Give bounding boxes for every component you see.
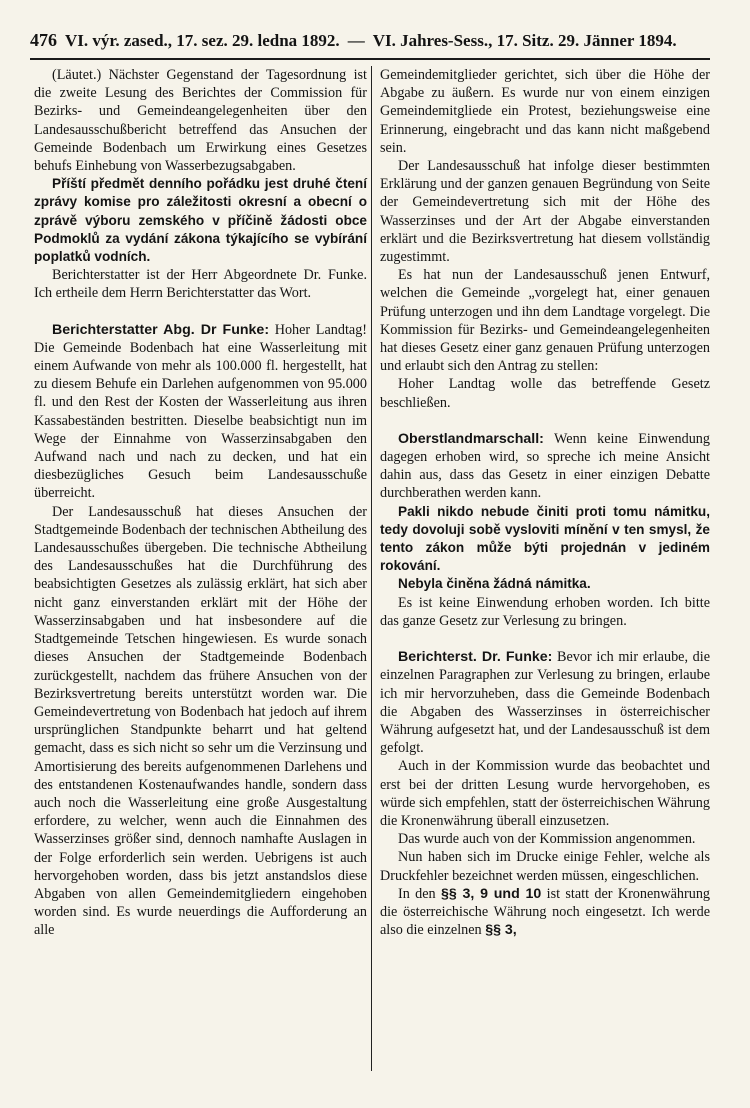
german-session-info: VI. Jahres-Sess., 17. Sitz. 29. Jänner 1894. [372,31,677,50]
paragraph: Berichterstatter ist der Herr Abgeordnete Dr. Funke. Ich ertheile dem Herrn Berichterstatter das Wort. [34,267,367,302]
paragraph: (Läutet.) Nächster Gegenstand der Tagesordnung ist die zweite Lesung des Berichtes der Commission für Bezirks- und Gemeindeangelegenheiten über den Landesausschußbericht betreffend das Ansuchen der Gemeinde Bodenbach um Erwirkung eines Gesetzes behufs Einhebung von Wasserbezugsabgaben. [34,67,367,175]
section-reference: §§ 3, [485,922,517,939]
paragraph: Das wurde auch von der Kommission angenommen. [398,831,696,848]
paragraph: Hoher Landtag wolle das betreffende Gesetz beschließen. [380,376,710,411]
speech-text: Hoher Landtag! Die Gemeinde Bodenbach hat eine Wasserleitung mit einem Aufwande von mehr als 100.000 fl. hergestellt, hat zu diesem Behufe ein Darlehen aufgenommen von 95.000 fl. und den Rest der Kosten der Wasserleitung aus ihren Kassabeständen bestritten. Dieselbe beabsichtigt nun im Wege der Einnahme von Wasserzinsabgaben den Aufwand nach und nach zu decken, und hat ein diesbezügliches Gesuch beim Landesausschuße überreicht. [34,321,368,502]
paragraph: Nun haben sich im Drucke einige Fehler, welche als Druckfehler bezeichnet werden müssen, eingeschlichen. [380,849,710,884]
paragraph: Gemeindemitglieder gerichtet, sich über die Höhe der Abgabe zu äußern. Es wurde nur von einem einzigen Gemeindemitgliede ein Protest, beziehungsweise eine Erinnerung, eingebracht und das kann nicht maßgebend sein. [380,67,710,156]
czech-paragraph: Pakli nikdo nebude činiti proti tomu námitku, tedy dovoluji sobě vysloviti mínění v ten smysl, že tento zákon může býti projednán v jediném rokování. [380,503,710,574]
paragraph: Der Landesausschuß hat infolge dieser bestimmten Erklärung und der ganzen genauen Begründung von Seite der Gemeindevertretung sich mit der Höhe des Wasserzinses und der Art der Abgabe einverstanden erklärt und die Bezirksvertretung hat diesem vollständig zugestimmt. [380,158,710,266]
speaker-name: Oberstlandmarschall: [398,430,544,447]
section-reference: §§ 3, 9 und 10 [441,885,542,902]
czech-session-info: VI. výr. zased., 17. sez. 29. ledna 1892. [65,31,340,50]
left-column [34,66,367,940]
speaker-name: Berichterstatter Abg. Dr Funke: [52,321,270,338]
paragraph [380,885,710,940]
header-separator: — [347,31,365,50]
page-header [30,30,710,60]
speech-text: Bevor ich mir erlaube, die einzelnen Paragraphen zur Verlesung zu bringen, erlaube ich mir hervorzuheben, dass die Gemeinde Bodenbach die Abgaben des Wasserzinses in österreichischer Währung aufgesetzt hat, und der Landesausschuß ist dem gefolgt. [380,649,710,757]
czech-paragraph: Nebyla činěna žádná námitka. [398,576,591,592]
speech-paragraph [34,321,367,503]
paragraph: Es ist keine Einwendung erhoben worden. Ich bitte das ganze Gesetz zur Verlesung zu bringen. [380,594,710,629]
czech-paragraph: Příští předmět denního pořádku jest druhé čtení zprávy komise pro záležitosti okresní a obecní o zprávě výboru zemského v příčině žádosti obce Podmoklů za vydání zákona týkajícího se vybírání poplatků vodních. [34,176,367,265]
spacer [380,630,710,648]
paragraph: Auch in der Kommission wurde das beobachtet und erst bei der dritten Lesung wurde hervorgehoben, es würde sich empfehlen, statt der österreichischen Währung die Kronenwährung überall einzusetzen. [380,758,710,829]
spacer [380,412,710,430]
speech-paragraph [380,430,710,503]
text-fragment: ist statt der Kronenwährung die österreichische Währung noch eingesetzt. Ich werde also die einzelnen [380,885,711,939]
spacer [34,303,367,321]
paragraph: Der Landesausschuß hat dieses Ansuchen der Stadtgemeinde Bodenbach der technischen Abtheilung des Landesausschußes übergeben. Die technische Abtheilung des Landesausschußes hat die Durchführung des beabsichtigten Gesetzes als zulässig erklärt, hat sich aber nicht ganz einverstanden erklärt mit der Höhe der Wasserzinsabgaben und hat insbesondere auf die Stadtgemeinde Tetschen hingewiesen. Es wurde sonach dieses Ansuchen der Stadtgemeinde Bodenbach zurückgestellt, nachdem das frühere Ansuchen von der Bezirksvertretung bereits unterstützt worden war. Die Gemeindevertretung von Bodenbach hat jedoch auf ihrem ursprünglichen Standpunkte beharrt und hat geltend gemacht, dass es sich nicht so sehr um die Verzinsung und Amortisierung des bereits aufgenommenen Darlehens und des entstandenen Kostenaufwandes handle, sondern dass auch noch die Wasserleitung eine große Ausgestaltung erfordere, zu welcher, wenn auch die Einnahmen des Wasserzinses größer sind, dennoch namhafte Auslagen in der Folge erforderlich sein werden. Uebrigens ist auch hervorgehoben worden, dass bis jetzt anstandslos diese Abgaben von allen Gemeindemitgliedern eingehoben worden sind. Es wurde neuerdings die Aufforderung an alle [34,503,367,939]
right-column [380,66,710,939]
speech-paragraph [380,648,710,757]
paragraph: Es hat nun der Landesausschuß jenen Entwurf, welchen die Gemeinde „vorgelegt hat, einer genauen Prüfung unterzogen und ihn dem Landtage vorgelegt. Die Kommission für Bezirks- und Gemeindeangelegenheiten hat dieses Gesetz einer ganz genauen Prüfung unterzogen und erlaubt sich den Antrag zu stellen: [380,267,710,375]
text-fragment: In den [398,885,436,902]
column-divider [371,66,372,1071]
speech-text: Wenn keine Einwendung dagegen erhoben wird, so spreche ich meine Ansicht dahin aus, dass das Gesetz in einer einzigen Debatte durchberathen werden kann. [380,430,710,502]
speaker-name: Berichterst. Dr. Funke: [398,649,553,666]
page-number: 476 [30,30,57,50]
